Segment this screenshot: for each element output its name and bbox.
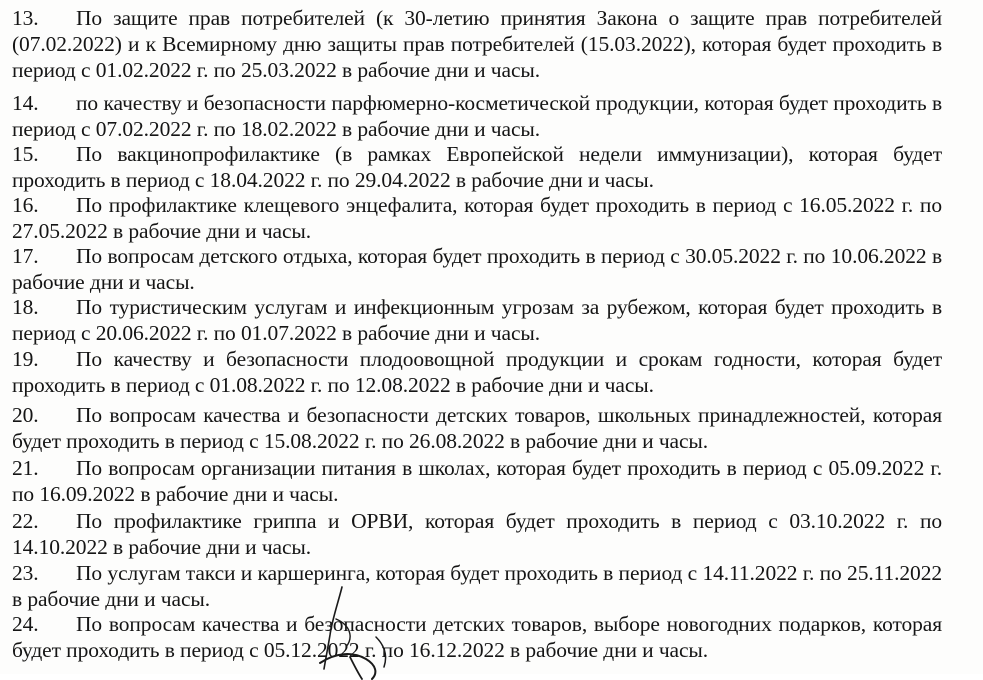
item-text: По вопросам организации питания в школах, которая будет проходить в период с 05.09.2022 г. по 16.09.2022 в рабочие дни и часы.: [12, 456, 942, 506]
item-number: 17.: [12, 244, 39, 268]
item-number: 13.: [12, 6, 39, 30]
item-text: По профилактике клещевого энцефалита, которая будет проходить в период с 16.05.2022 г. по 27.05.2022 в рабочие дни и часы.: [12, 193, 942, 243]
item-number: 21.: [12, 456, 39, 480]
item-number: 16.: [12, 193, 39, 217]
list-item: [12, 243, 942, 295]
list-item: [12, 611, 942, 663]
item-number: 22.: [12, 509, 39, 533]
item-text: По профилактике гриппа и ОРВИ, которая будет проходить в период с 03.10.2022 г. по 14.10.2022 в рабочие дни и часы.: [12, 509, 942, 559]
list-item: [12, 402, 942, 454]
item-number: 15.: [12, 142, 39, 166]
list-item: [12, 294, 942, 346]
list-item: [12, 5, 942, 83]
list-item: [12, 508, 942, 560]
item-text: По вакцинопрофилактике (в рамках Европейской недели иммунизации), которая будет проходить в период с 18.04.2022 г. по 29.04.2022 в рабочие дни и часы.: [12, 142, 942, 192]
list-item: [12, 90, 942, 142]
item-text: По качеству и безопасности плодоовощной продукции и срокам годности, которая будет проходить в период с 01.08.2022 г. по 12.08.2022 в рабочие дни и часы.: [12, 347, 942, 397]
item-number: 19.: [12, 347, 39, 371]
item-text: По вопросам качества и безопасности детских товаров, школьных принадлежностей, которая будет проходить в период с 15.08.2022 г. по 26.08.2022 в рабочие дни и часы.: [12, 403, 942, 453]
item-text: По защите прав потребителей (к 30-летию принятия Закона о защите прав потребителей (07.02.2022) и к Всемирному дню защиты прав потребителей (15.03.2022), которая будет проходить в период с 01.02.2022 г. по 25.03.2022 в рабочие дни и часы.: [12, 6, 942, 82]
item-text: По услугам такси и каршеринга, которая будет проходить в период с 14.11.2022 г. по 25.11.2022 в рабочие дни и часы.: [12, 561, 942, 611]
list-item: [12, 455, 942, 507]
list-item: [12, 141, 942, 193]
item-text: По вопросам детского отдыха, которая будет проходить в период с 30.05.2022 г. по 10.06.2022 в рабочие дни и часы.: [12, 244, 942, 294]
item-number: 24.: [12, 612, 39, 636]
item-text: По вопросам качества и безопасности детских товаров, выборе новогодних подарков, которая будет проходить в период с 05.12.2022 г. по 16.12.2022 в рабочие дни и часы.: [12, 612, 942, 662]
item-number: 20.: [12, 403, 39, 427]
item-number: 18.: [12, 295, 39, 319]
list-item: [12, 560, 942, 612]
item-number: 14.: [12, 91, 39, 115]
item-text: По туристическим услугам и инфекционным угрозам за рубежом, которая будет проходить в период с 20.06.2022 г. по 01.07.2022 в рабочие дни и часы.: [12, 295, 942, 345]
item-number: 23.: [12, 561, 39, 585]
list-item: [12, 346, 942, 398]
item-text: по качеству и безопасности парфюмерно-косметической продукции, которая будет проходить в период с 07.02.2022 г. по 18.02.2022 в рабочие дни и часы.: [12, 91, 942, 141]
list-item: [12, 192, 942, 244]
